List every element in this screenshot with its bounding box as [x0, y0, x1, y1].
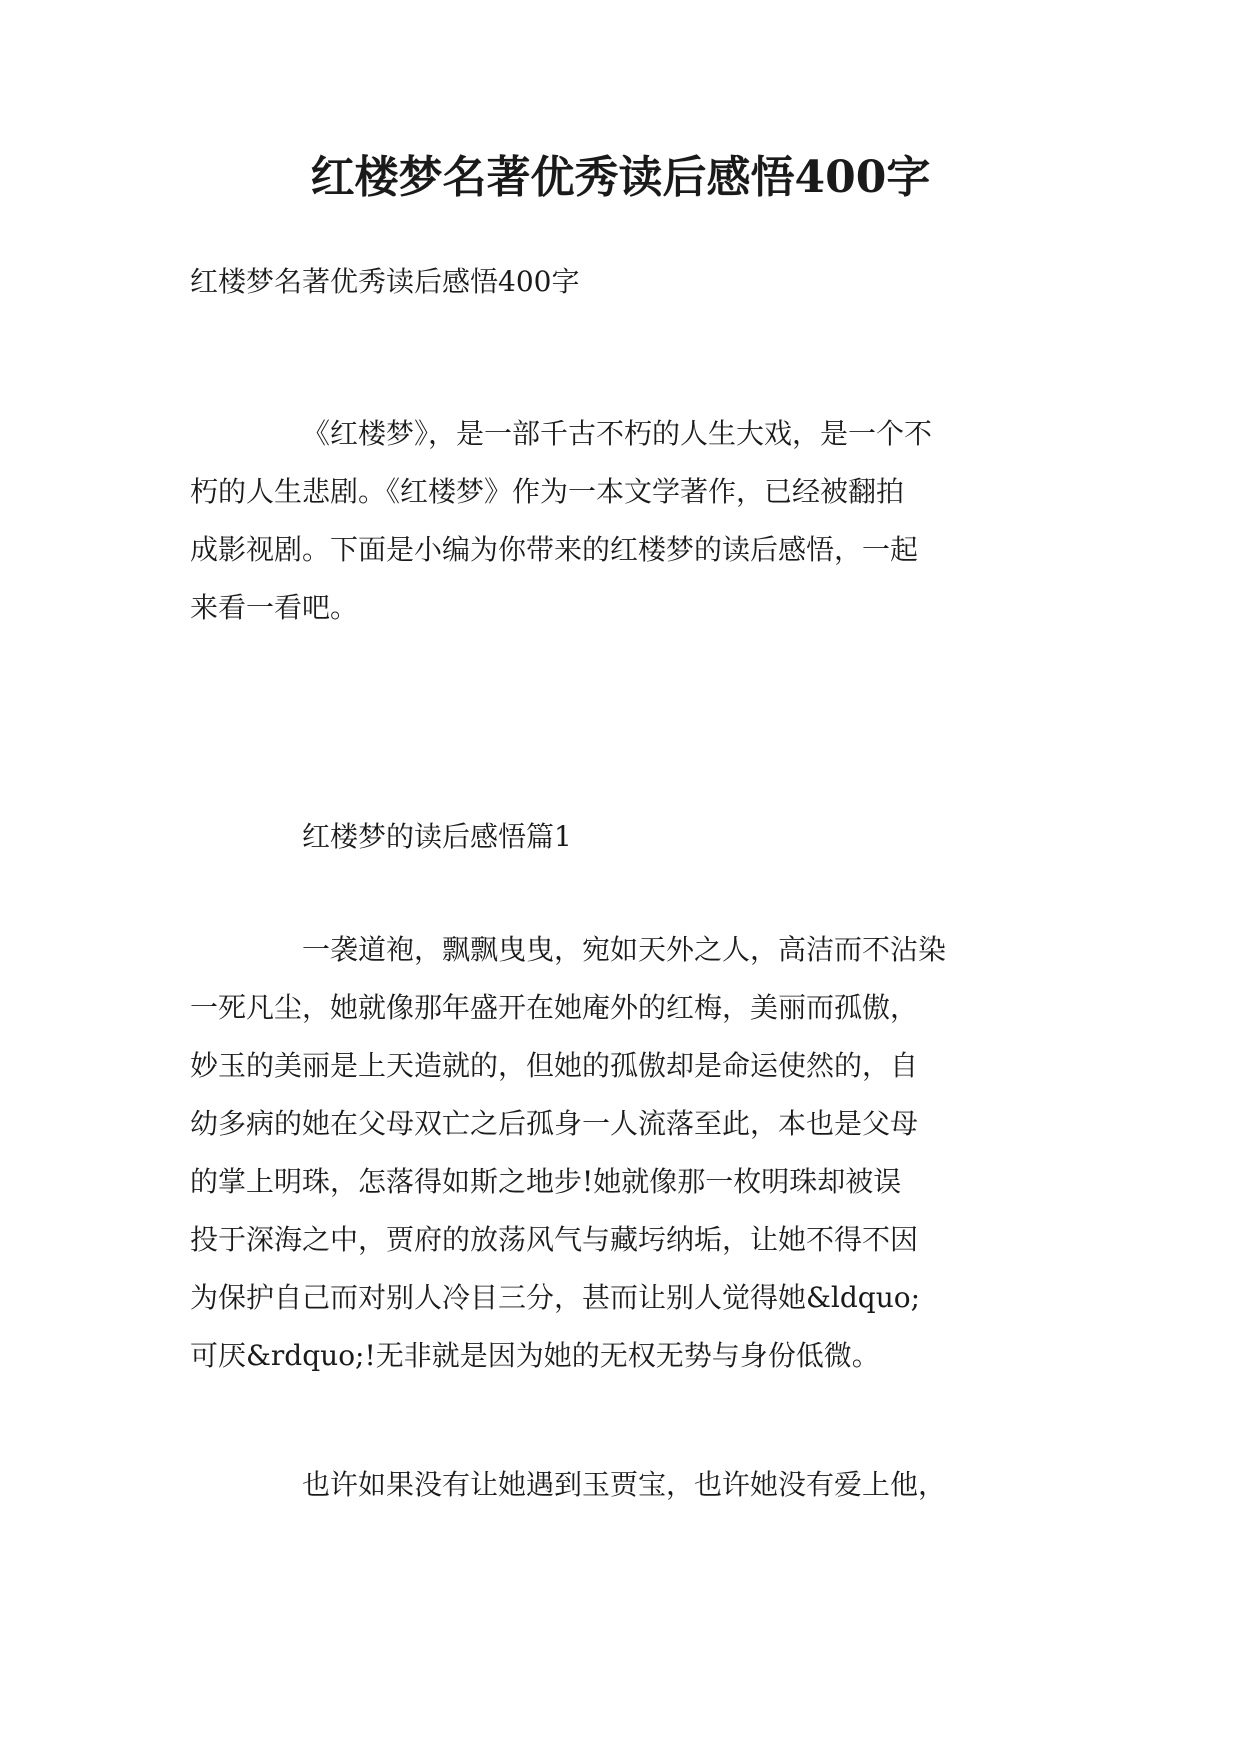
paragraph-line: 为保护自己而对别人冷目三分，甚而让别人觉得她&ldquo; [190, 1281, 921, 1314]
paragraph-line: 朽的人生悲剧。《红楼梦》作为一本文学著作，已经被翻拍 [190, 475, 905, 508]
paragraph-line: 成影视剧。下面是小编为你带来的红楼梦的读后感悟，一起 [190, 533, 919, 566]
paragraph-line: 妙玉的美丽是上天造就的，但她的孤傲却是命运使然的，自 [190, 1049, 919, 1082]
paragraph-line: 也许如果没有让她遇到玉贾宝，也许她没有爱上他， [302, 1468, 947, 1501]
paragraph-line: 一袭道袍，飘飘曳曳，宛如天外之人，高洁而不沾染 [302, 933, 947, 966]
paragraph-line: 的掌上明珠，怎落得如斯之地步!她就像那一枚明珠却被误 [190, 1165, 902, 1198]
paragraph-line: 幼多病的她在父母双亡之后孤身一人流落至此，本也是父母 [190, 1107, 919, 1140]
paragraph-line: 可厌&rdquo;!无非就是因为她的无权无势与身份低微。 [190, 1339, 880, 1372]
paragraph-line: 一死凡尘，她就像那年盛开在她庵外的红梅，美丽而孤傲， [190, 991, 919, 1024]
section1-paragraph [190, 921, 1060, 1385]
document-title: 红楼梦名著优秀读后感悟400字 [310, 152, 931, 203]
intro-paragraph [190, 405, 1060, 637]
section2-paragraph [190, 1456, 1060, 1514]
paragraph-line: 《红楼梦》，是一部千古不朽的人生大戏，是一个不 [302, 417, 933, 450]
paragraph-line: 投于深海之中，贾府的放荡风气与藏圬纳垢，让她不得不因 [190, 1223, 919, 1256]
section-heading: 红楼梦的读后感悟篇1 [302, 820, 572, 853]
paragraph-line: 来看一看吧。 [190, 591, 359, 624]
document-subtitle: 红楼梦名著优秀读后感悟400字 [190, 265, 580, 298]
